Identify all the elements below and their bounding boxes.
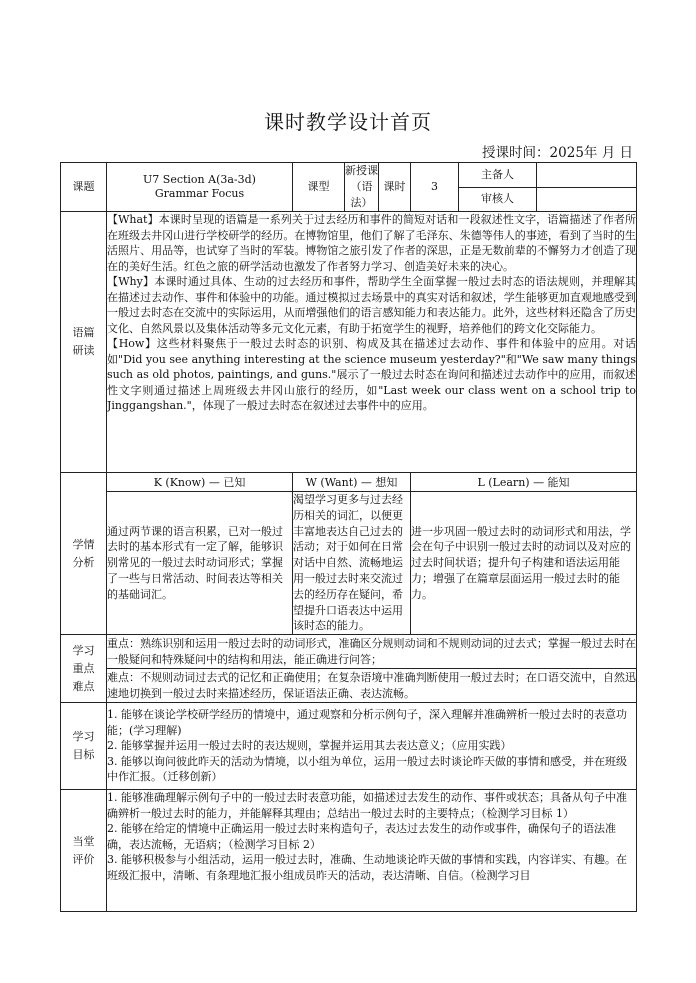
goals-label: 学习目标 [61, 703, 107, 790]
analysis-what: 【What】本课时呈现的语篇是一系列关于过去经历和事件的简短对话和一段叙述性文字，语篇描述了作者所在班级去井冈山进行学校研学的经历。在博物馆里，他们了解了毛泽东、朱德等伟人的事迹，看到了当时的生活照片、用品等，也试穿了当时的军装。博物馆之旅引发了作者的深思，正是无数前辈的不懈努力才创造了现在的美好生活。红色之旅的研学活动也激发了作者努力学习、创造美好未来的决心。 [107, 213, 637, 273]
analysis-label: 语篇研读 [61, 212, 107, 473]
analysis-why: 【Why】本课时通过具体、生动的过去经历和事件，帮助学生全面掌握一般过去时态的语法规则，并理解其在描述过去动作、事件和体验中的功能。通过模拟过去场景中的真实对话和叙述，学生能够更加直观地感受到一般过去时态在交流中的实际运用，从而增强他们的语言感知能力和表达能力。此外，这些材料还隐含了历史文化、自然风景以及集体活动等多元文化元素，有助于拓宽学生的视野，培养他们的跨文化交际能力。 [107, 275, 637, 335]
evaluation-item-2: 2. 能够在给定的情境中正确运用一般过去时来构造句子，表达过去发生的动作或事件，确保句子的语法准确，表达流畅，无语病；（检测学习目标 2） [107, 822, 616, 851]
hours-value: 3 [411, 163, 459, 212]
preparer-value[interactable] [537, 163, 637, 188]
goal-item-3: 3. 能够以询问彼此昨天的活动为情境，以小组为单位，运用一般过去时谈论昨天做的事情和感受，并在班级中作汇报。（迁移创新） [107, 754, 627, 784]
reviewer-value[interactable] [537, 187, 637, 212]
difficult-points: 难点：不规则动词过去式的记忆和正确使用；在复杂语境中准确判断使用一般过去时；在口语交流中，自然迅速地切换到一般过去时来描述经历，保证语法正确、表达流畅。 [107, 669, 637, 703]
w-body: 渴望学习更多与过去经历相关的词汇，以便更丰富地表达自己过去的活动；对于如何在日常对话中自然、流畅地运用一般过去时来交流过去的经历存在疑问，希望提升口语表达中运用该时态的能力。 [293, 492, 411, 635]
goal-item-1: 1. 能够在谈论学校研学经历的情境中，通过观察和分析示例句子，深入理解并准确辨析一般过去时的表意功能；(学习理解) [107, 708, 627, 737]
lesson-type-label: 课型 [293, 163, 345, 212]
evaluation-item-3: 3. 能够积极参与小组活动，运用一般过去时，准确、生动地谈论昨天做的事情和实践，内容详实、有趣。在班级汇报中，清晰、有条理地汇报小组成员昨天的活动，表达清晰、自信。（检测学习目 [107, 853, 627, 882]
focus-label: 学习重点难点 [61, 635, 107, 703]
key-points: 重点：熟练识别和运用一般过去时的动词形式，准确区分规则动词和不规则动词的过去式；掌握一般过去时在一般疑问和特殊疑问中的结构和用法，能正确进行问答； [107, 635, 637, 669]
goal-item-2: 2. 能够掌握并运用一般过去时的表达规则，掌握并运用其去表达意义；（应用实践） [107, 739, 512, 753]
teaching-date: 授课时间：2025年 月 日 [482, 145, 633, 161]
evaluation-label: 当堂评价 [61, 790, 107, 912]
goals-list [107, 703, 637, 790]
lesson-plan-table [60, 162, 637, 912]
k-header: K (Know) — 已知 [107, 473, 293, 492]
analysis-content [107, 212, 637, 473]
w-header: W (Want) — 想知 [293, 473, 411, 492]
l-header: L (Learn) — 能知 [411, 473, 637, 492]
course-line-2: Grammar Focus [154, 187, 245, 200]
l-body: 进一步巩固一般过去时的动词形式和用法，学会在句子中识别一般过去时的动词以及对应的过去时间状语；提升句子构建和语法运用能力；增强了在篇章层面运用一般过去时的能力。 [411, 492, 637, 635]
evaluation-item-1: 1. 能够准确理解示例句子中的一般过去时表意功能，如描述过去发生的动作、事件或状态；具备从句子中准确辨析一般过去时的能力，并能解释其理由；总结出一般过去时的主要特点；（检测学习目标 1） [107, 791, 627, 820]
analysis-how: 【How】这些材料聚焦于一般过去时态的识别、构成及其在描述过去动作、事件和体验中的应用。对话如"Did you see anything interesting at the science museum yesterday?"和"We saw many things such as old photos, paintings, and guns."展示了一般过去时态在询问和描述过去动作中的应用，而叙述性文字则通过描述上周班级去井冈山旅行的经历，如"Last week our class went on a school trip to Jinggangshan."，体现了一般过去时态在叙述过去事件中的应用。 [107, 337, 637, 412]
lesson-type-value: 新授课（语法） [345, 163, 379, 212]
preparer-label: 主备人 [459, 163, 537, 188]
page-title: 课时教学设计首页 [264, 110, 432, 134]
course-line-1: U7 Section A(3a-3d) [143, 173, 256, 186]
hours-label: 课时 [379, 163, 411, 212]
course-title [107, 163, 293, 212]
learner-label: 学情分析 [61, 473, 107, 635]
k-body: 通过两节课的语言积累，已对一般过去时的基本形式有一定了解，能够识别常见的一般过去时动词形式；掌握了一些与日常活动、时间表达等相关的基础词汇。 [107, 492, 293, 635]
reviewer-label: 审核人 [459, 187, 537, 212]
topic-label: 课题 [61, 163, 107, 212]
evaluation-list [107, 790, 637, 912]
